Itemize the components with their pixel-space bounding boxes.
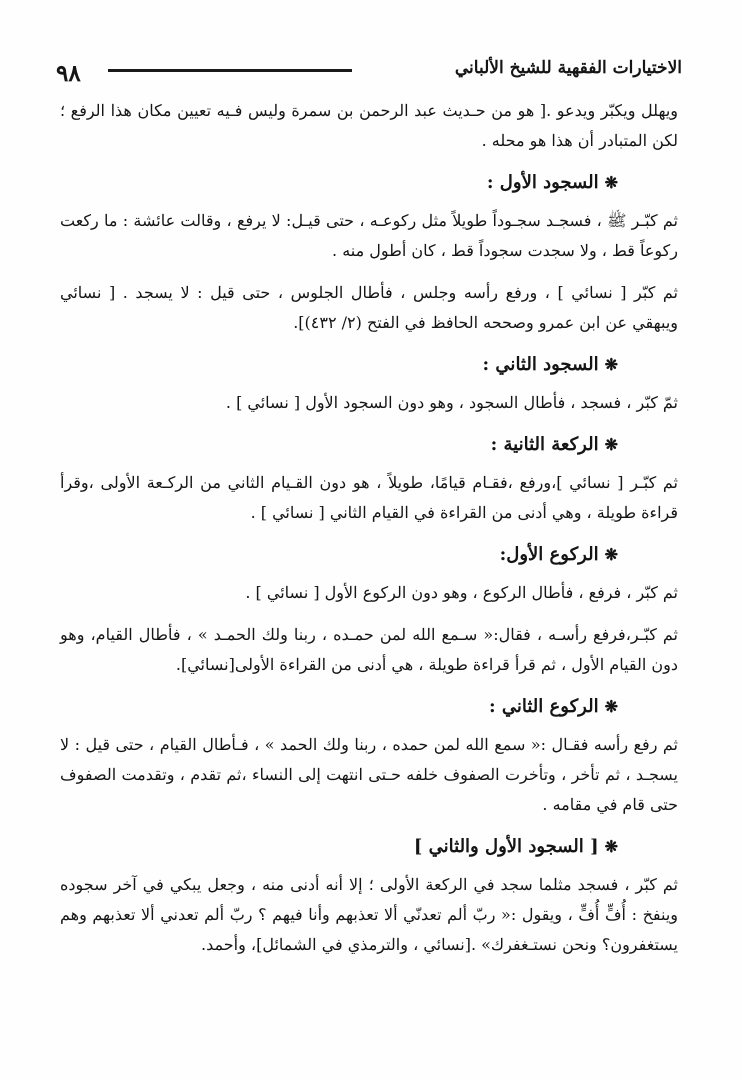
- paragraph: ثم كبّـر ﷺ ، فسجـد سجـوداً طويلاً مثل ركوعـه ، حتى قيـل: لا يرفع ، وقالت عائشة : ما ركعت ركوعاً قط ، ولا سجدت سجوداً قط ، كان أطول منه .: [60, 211, 678, 260]
- asterism-icon: ❋: [604, 173, 618, 192]
- asterism-icon: ❋: [604, 545, 618, 564]
- section-heading: [60, 168, 678, 198]
- paragraph: ويهلل ويكبّر ويدعو .[ هو من حـديث عبد الرحمن بن سمرة وليس فـيه تعيين مكان هذا الرفع ؛ لكن المتبادر أن هذا هو محله .: [60, 101, 678, 150]
- page-body: [60, 96, 678, 972]
- header-rule: [108, 69, 352, 72]
- paragraph: ثم كبّر ، فرفع ، فأطال الركوع ، وهو دون الركوع الأول [ نسائي ] .: [245, 583, 678, 602]
- section-heading: [60, 540, 678, 570]
- paragraph: ثم كبّـر،فرفع رأسـه ، فقال:« سـمع الله لمن حمـده ، ربنا ولك الحمـد » ، فأطال القيام، وهو دون القيام الأول ، ثم قرأ قراءة طويلة ، هي أدنى من القراءة الأولى[نسائي].: [60, 625, 678, 674]
- asterism-icon: ❋: [604, 837, 618, 856]
- section-heading: [60, 692, 678, 722]
- section-heading-text: الركوع الثاني :: [488, 696, 599, 717]
- section-heading-text: الركعة الثانية :: [490, 434, 599, 455]
- paragraph: ثم كبّر ، فسجد مثلما سجد في الركعة الأولى ؛ إلا أنه أدنى منه ، وجعل يبكي في آخر سجوده وينفخ : أُفٍّ أُفٍّ ، ويقول :« ربّ ألم تعدنّي ألا تعذبهم وأنا فيهم ؟ ربّ ألم تعدني ألا تعذبهم وهم يستغفرون؟ ونحن نستـغفرك» .[نسائي ، والترمذي في الشمائل]، وأحمد.: [60, 875, 678, 954]
- section-heading: [60, 350, 678, 380]
- asterism-icon: ❋: [604, 697, 618, 716]
- section-heading-text: الركوع الأول:: [499, 544, 599, 565]
- paragraph: ثم كبّـر [ نسائي ]،ورفع ،فقـام قيامًا، طويلاً ، هو دون القـيام الثاني من الركـعة الأولى ،وقرأ قراءة طويلة ، وهي أدنى من القراءة في القيام الثاني [ نسائي ] .: [60, 473, 678, 522]
- running-header: [52, 56, 690, 96]
- asterism-icon: ❋: [604, 435, 618, 454]
- paragraph: ثم كبّر [ نسائي ] ، ورفع رأسه وجلس ، فأطال الجلوس ، حتى قيل : لا يسجد . [ نسائي ويبهقي عن ابن عمرو وصححه الحافظ في الفتح (٢/ ٤٣٢)].: [60, 283, 678, 332]
- section-heading-text: السجود الثاني :: [482, 354, 599, 375]
- asterism-icon: ❋: [604, 355, 618, 374]
- book-title: الاختيارات الفقهية للشيخ الألباني: [454, 58, 682, 78]
- section-heading: [60, 430, 678, 460]
- paragraph: ثمّ كبّر ، فسجد ، فأطال السجود ، وهو دون السجود الأول [ نسائي ] .: [225, 393, 678, 412]
- page-number: ٩٨: [56, 60, 81, 87]
- section-heading-text: السجود الأول :: [486, 172, 599, 193]
- paragraph: ثم رفع رأسه فقـال :« سمع الله لمن حمده ، ربنا ولك الحمد » ، فـأطال القيام ، حتى قيل : لا يسجـد ، ثم تأخر ، وتأخرت الصفوف خلفه حـتى انتهت إلى النساء ،ثم تقدم ، وتقدمت الصفوف حتى قام في مقامه .: [60, 735, 678, 814]
- section-heading-text: [ السجود الأول والثاني ]: [413, 836, 599, 857]
- section-heading: [60, 832, 678, 862]
